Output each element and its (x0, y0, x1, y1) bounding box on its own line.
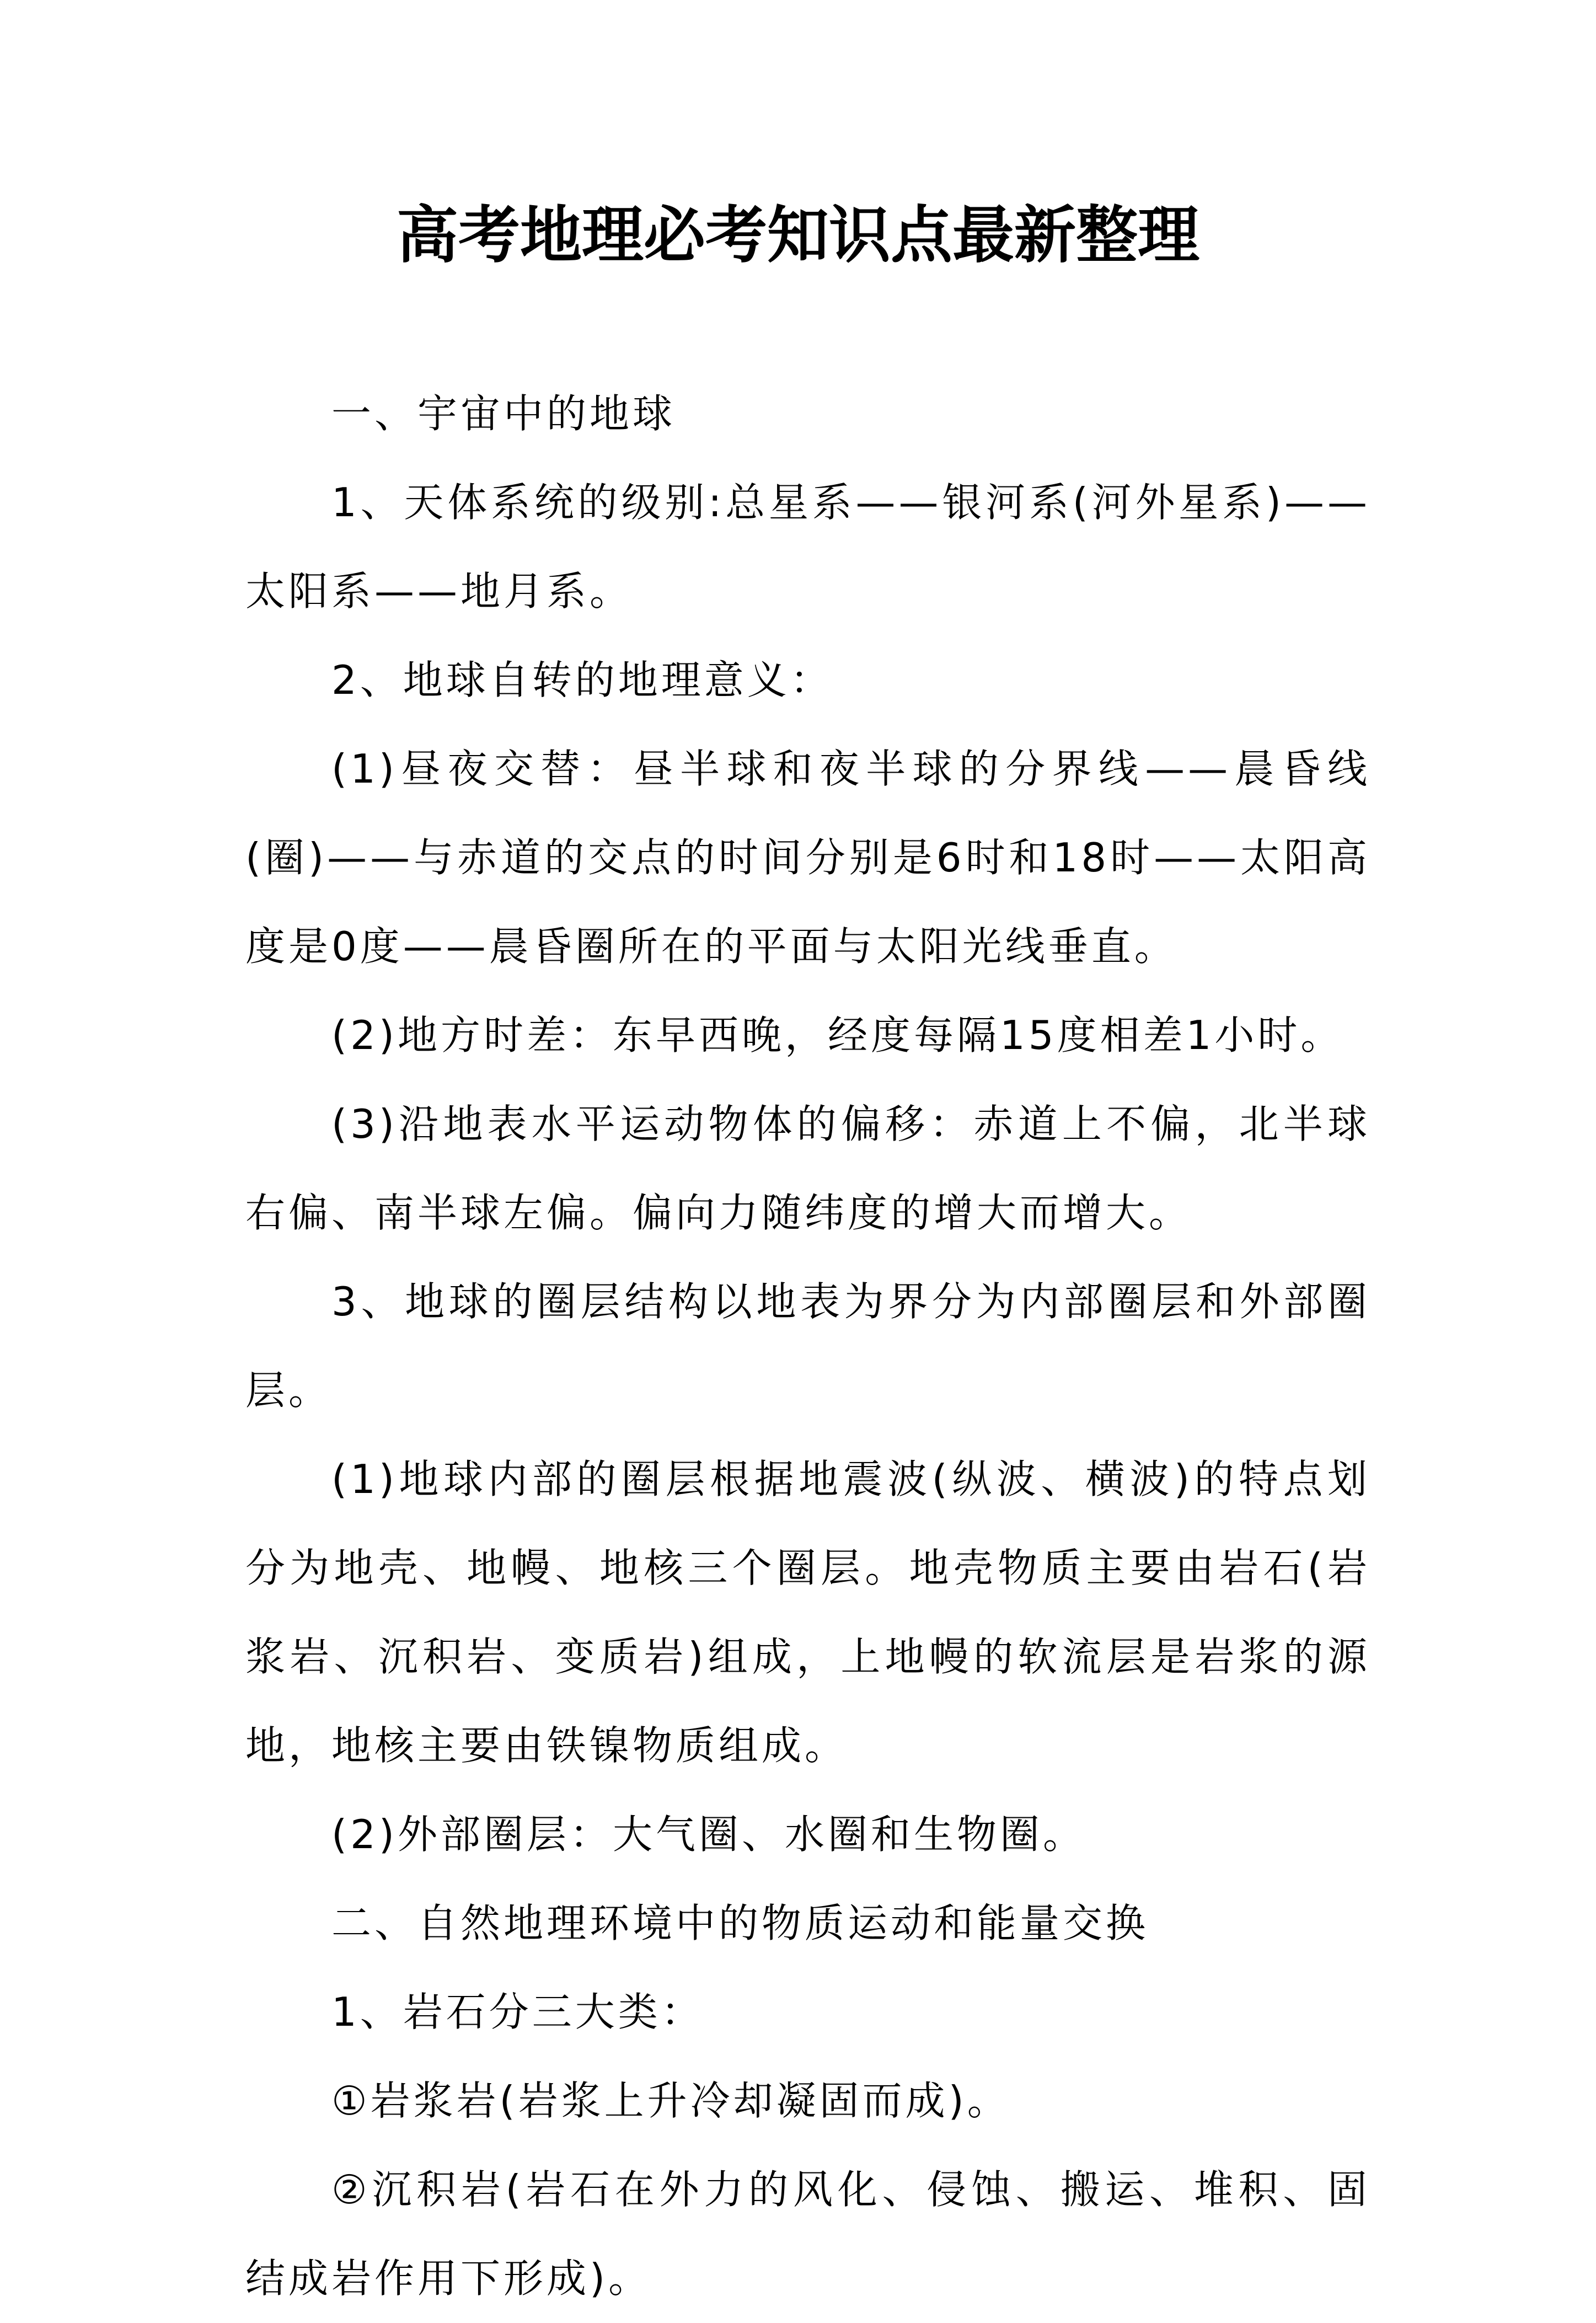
paragraph: (2)地方时差：东早西晚，经度每隔15度相差1小时。 (331, 1012, 1344, 1058)
paragraph: 1、岩石分三大类： (331, 1989, 704, 2035)
paragraph: (2)外部圈层：大气圈、水圈和生物圈。 (331, 1811, 1086, 1858)
paragraph: (1)地球内部的圈层根据地震波(纵波、横波)的特点划分为地壳、地幔、地核三个圈层。地壳物质主要由岩石(岩浆岩、沉积岩、变质岩)组成，上地幔的软流层是岩浆的源地，地核主要由铁镍物质组成。 (245, 1456, 1370, 1769)
paragraph: ②沉积岩(岩石在外力的风化、侵蚀、搬运、堆积、固结成岩作用下形成)。 (245, 2166, 1370, 2301)
paragraph: 1、天体系统的级别:总星系——银河系(河外星系)——太阳系——地月系。 (245, 479, 1370, 614)
document-body (245, 370, 1370, 2323)
paragraph: (1)昼夜交替：昼半球和夜半球的分界线——晨昏线(圈)——与赤道的交点的时间分别是6时和18时——太阳高度是0度——晨昏圈所在的平面与太阳光线垂直。 (245, 746, 1370, 970)
paragraph: 2、地球自转的地理意义： (331, 657, 833, 703)
paragraph: (3)沿地表水平运动物体的偏移：赤道上不偏，北半球右偏、南半球左偏。偏向力随纬度的增大而增大。 (245, 1101, 1370, 1236)
paragraph: ①岩浆岩(岩浆上升冷却凝固而成)。 (331, 2078, 1010, 2124)
section-heading: 一、宇宙中的地球 (331, 390, 676, 437)
section-heading: 二、自然地理环境中的物质运动和能量交换 (331, 1900, 1149, 1946)
document-title: 高考地理必考知识点最新整理 (397, 199, 1199, 271)
paragraph: 3、地球的圈层结构以地表为界分为内部圈层和外部圈层。 (245, 1278, 1370, 1414)
